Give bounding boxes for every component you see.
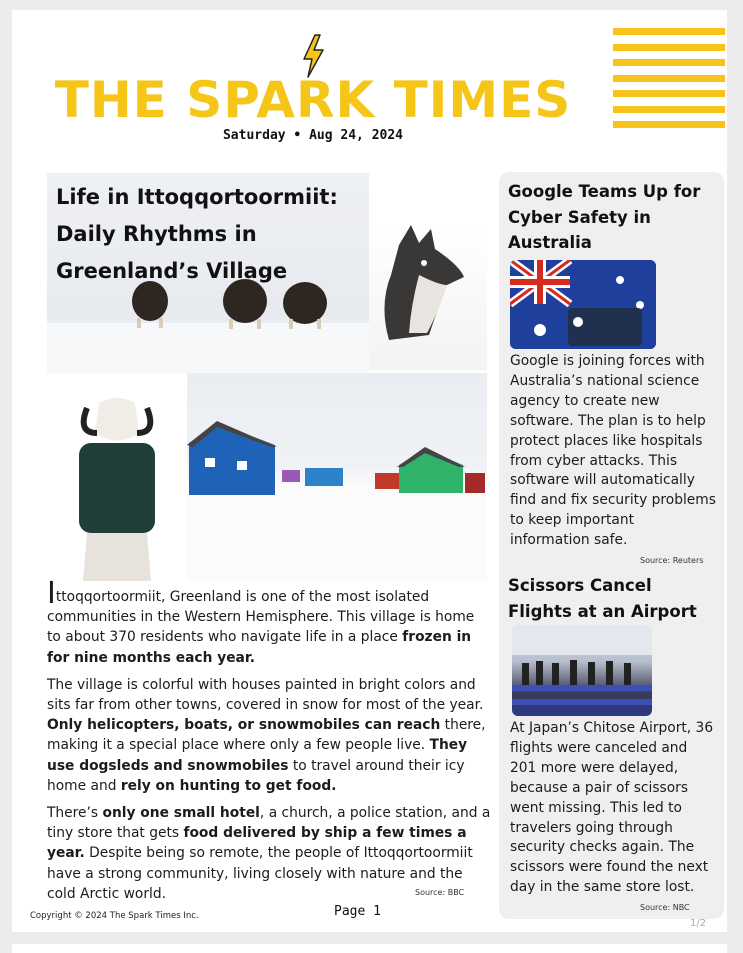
sidebar-news xyxy=(499,172,724,919)
story2-body: At Japan’s Chitose Airport, 36 flights were canceled and 201 more were delayed, because a pair of scissors went missing. This led to travelers going through security checks again. The scissors were found the next day in the same store lost. xyxy=(510,720,714,896)
dateline: Saturday • Aug 24, 2024 xyxy=(222,128,403,143)
story2-source: Source: NBC xyxy=(640,903,690,912)
text-run: to travel around their icy home and xyxy=(47,757,465,794)
bold-run: rely on hunting to get food. xyxy=(120,777,337,794)
decorative-stripes xyxy=(613,28,725,137)
bold-run: frozen in for nine months each year. xyxy=(47,629,472,666)
main-story-body xyxy=(47,576,492,911)
bold-run: They use dogsleds and snowmobiles xyxy=(47,737,468,774)
story1-headline: Google Teams Up for Cyber Safety in Australia xyxy=(508,182,701,252)
paragraph-2 xyxy=(47,675,492,796)
page-counter: 1/2 xyxy=(690,918,707,929)
bold-run: food delivered by ship a few times a year. xyxy=(47,825,467,862)
text-run: There’s xyxy=(47,805,103,822)
bold-run: Only helicopters, boats, or snowmobiles can reach xyxy=(47,717,441,734)
masthead-title: THE SPARK TIMES xyxy=(54,71,572,129)
next-page-edge xyxy=(12,944,727,953)
colorful-village-photo xyxy=(187,373,487,581)
paragraph-1 xyxy=(47,576,492,668)
hero-photo-collage xyxy=(47,173,487,581)
main-story-headline: Life in Ittoqqortoormiit: Daily Rhythms in Greenland’s Village xyxy=(56,185,338,283)
page-number: Page 1 xyxy=(334,904,381,919)
text-run: , a church, a police station, and a tiny store that gets xyxy=(47,805,491,842)
husky-dog-photo xyxy=(369,225,487,370)
story1-source: Source: Reuters xyxy=(640,556,704,565)
text-run: there, making it a special place where only a few people live. xyxy=(47,717,486,754)
text-run: The village is colorful with houses painted in bright colors and sits far from other towns, covered in snow for most of the year. xyxy=(47,676,484,714)
airport-crowd-photo xyxy=(512,625,652,716)
story1-body: Google is joining forces with Australia’s national science agency to create new software. The plan is to help protect places like hospitals from cyber attacks. This software will automatically find and fix security problems to keep important information safe. xyxy=(510,353,716,549)
australia-flag-photo xyxy=(510,260,656,349)
text-run: ttoqqortoormiit, Greenland is one of the most isolated communities in the Western Hemisphere. This village is home to about 370 residents who navigate life in a place xyxy=(47,589,475,646)
person-with-skull-photo xyxy=(47,373,187,581)
bold-run: only one small hotel xyxy=(102,805,260,822)
text-run: Despite being so remote, the people of Ittoqqortoormiit have a strong community, living closely with nature and the cold Arctic world. xyxy=(47,845,473,902)
copyright: Copyright © 2024 The Spark Times Inc. xyxy=(30,911,199,921)
main-story-source: Source: BBC xyxy=(415,888,465,897)
story2-headline: Scissors Cancel Flights at an Airport xyxy=(508,576,697,621)
drop-cap: I xyxy=(47,576,56,611)
